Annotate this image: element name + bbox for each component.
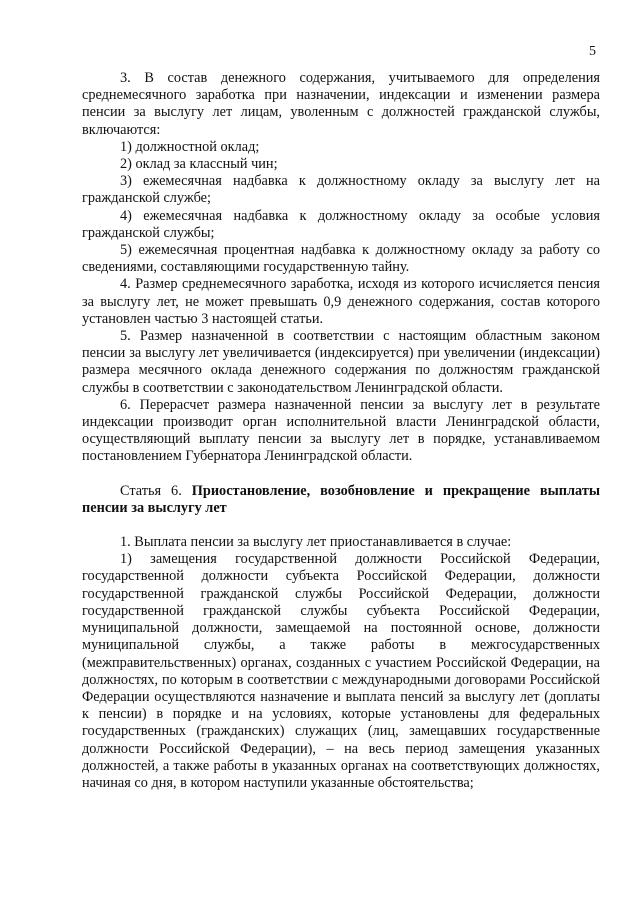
paragraph: 4. Размер среднемесячного заработка, исходя из которого исчисляется пенсия за выслугу лет, не может превышать 0,9 денежного содержания, состав которого установлен частью 3 настоящей статьи. xyxy=(82,276,600,327)
article-label: Статья 6. xyxy=(120,482,182,499)
paragraph: 5. Размер назначенной в соответствии с настоящим областным законом пенсии за выслугу лет увеличивается (индексируется) при увеличении (индексации) размера месячного оклада денежного содержания по должностям гражданской службы в соответствии с законодательством Ленинградской области. xyxy=(82,328,600,396)
paragraph: 1. Выплата пенсии за выслугу лет приостанавливается в случае: xyxy=(120,534,512,551)
article-title: Приостановление, возобновление и прекращение выплаты пенсии за выслугу лет xyxy=(82,482,601,516)
document-body xyxy=(82,70,600,792)
list-item: 1) замещения государственной должности Российской Федерации, государственной должности субъекта Российской Федерации, должности государственной гражданской службы Российской Федерации, должности государственной гражданской службы субъекта Российской Федерации, муниципальной должности, замещаемой на постоянной основе, должности муниципальной службы, а также работы в межгосударственных (межправительственных) органах, созданных с участием Российской Федерации, на должностях, по которым в соответствии с международными договорами Российской Федерации осуществляются назначение и выплата пенсий за выслугу лет (доплаты к пенсии) в порядке и на условиях, которые установлены для федеральных государственных (гражданских) служащих (лиц, замещавших государственные должности Российской Федерации), – на весь период замещения указанных должностей, а также работы в указанных органах на соответствующих должностях, начиная со дня, в котором наступили указанные обстоятельства; xyxy=(82,551,600,791)
list-item: 3) ежемесячная надбавка к должностному окладу за выслугу лет на гражданской службе; xyxy=(82,173,600,207)
page-number: 5 xyxy=(589,44,596,59)
paragraph: 3. В состав денежного содержания, учитываемого для определения среднемесячного заработка при назначении, индексации и изменении размера пенсии за выслугу лет лицам, уволенным с должностей гражданской службы, включаются: xyxy=(82,70,600,138)
list-item: 4) ежемесячная надбавка к должностному окладу за особые условия гражданской службы; xyxy=(82,207,600,241)
paragraph: 6. Перерасчет размера назначенной пенсии за выслугу лет в результате индексации производит орган исполнительной власти Ленинградской области, осуществляющий выплату пенсии за выслугу лет в порядке, устанавливаемом постановлением Губернатора Ленинградской области. xyxy=(82,396,600,465)
list-item: 5) ежемесячная процентная надбавка к должностному окладу за работу со сведениями, составляющими государственную тайну. xyxy=(82,242,600,276)
list-item: 1) должностной оклад; xyxy=(120,138,260,155)
list-item: 2) оклад за классный чин; xyxy=(120,156,278,173)
article-heading xyxy=(82,483,600,517)
